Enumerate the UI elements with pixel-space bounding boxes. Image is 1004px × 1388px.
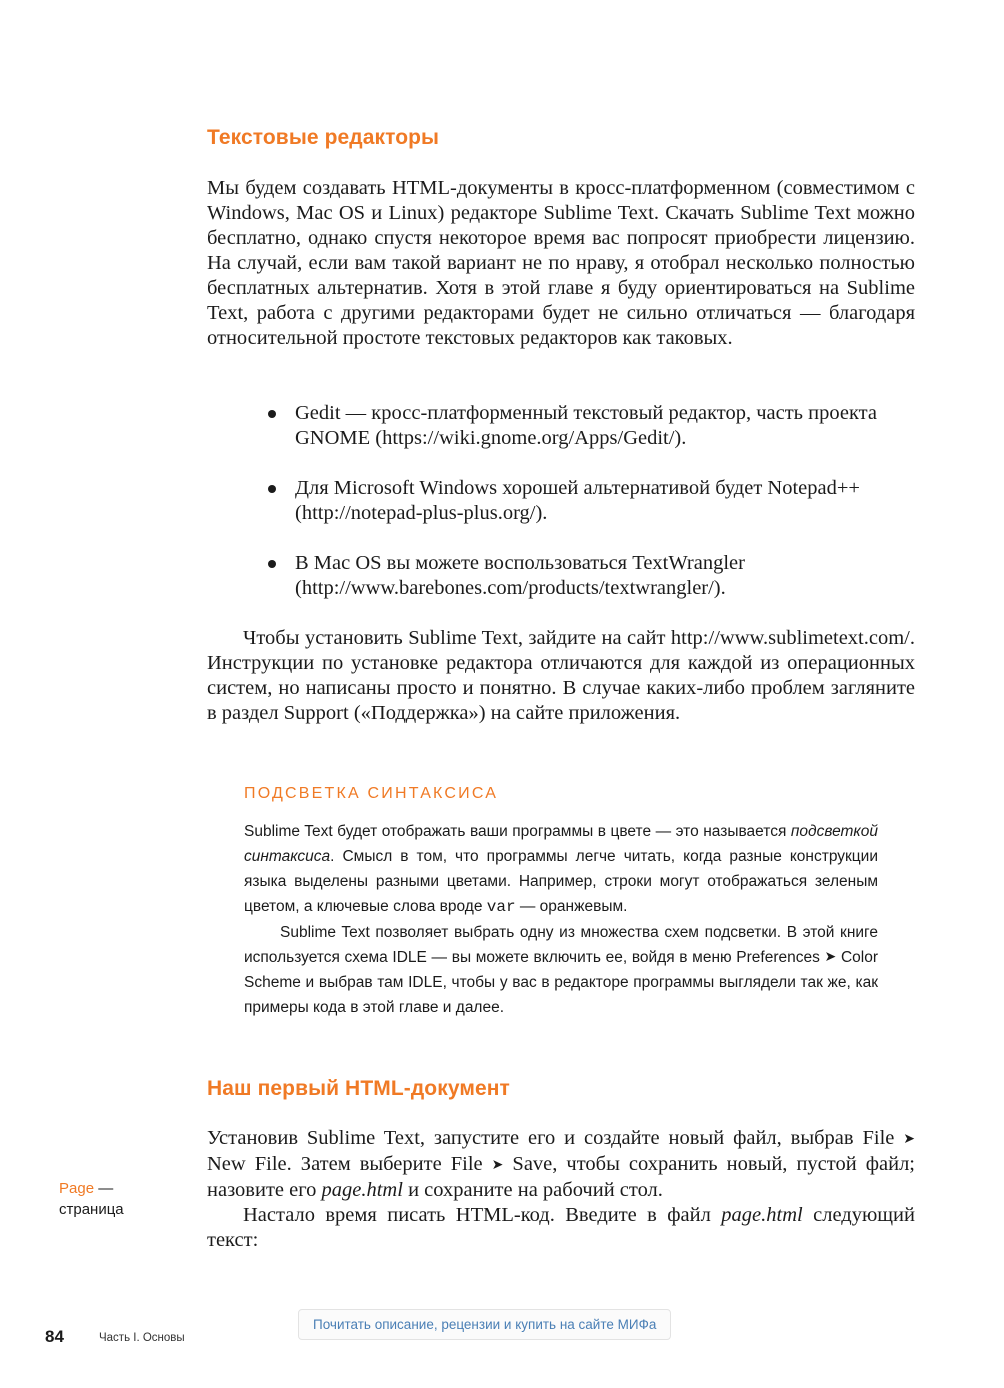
arrow-icon: ➤ (491, 1157, 504, 1173)
code-keyword-var: var (486, 898, 516, 916)
sidebar-text-span: . Смысл в том, что программы легче читать, когда разные конструкции языка выделены разными цветами. Например, строки могут отображаться зеленым цветом, а ключевые слова вроде (244, 848, 878, 915)
margin-note-term: Page (59, 1180, 95, 1197)
sidebar-paragraph-1 (244, 819, 878, 920)
body-text-span: Установив Sublime Text, запустите его и создайте новый файл, выбрав File (207, 1127, 904, 1149)
sidebar-text-span: Color Scheme и выбрав там IDLE, чтобы у вас в редакторе программы выглядели так же, как примеры кода в этой главе и далее. (244, 949, 878, 1016)
sidebar-body (244, 819, 878, 1020)
first-html-body (207, 1126, 915, 1253)
list-item-text: Gedit — кросс-платформенный текстовый редактор, часть проекта GNOME (https://wiki.gnome.org/Apps/Gedit/). (295, 402, 877, 449)
bullet-icon (268, 560, 276, 568)
margin-note-line-1 (59, 1178, 124, 1199)
install-paragraph-text: Чтобы установить Sublime Text, зайдите на сайт http://www.sublimetext.com/. Инструкции по установке редактора отличаются для каждой из операционных систем, но написаны просто и понятно. В случае каких-либо проблем загляните в раздел Support («Поддержка») на сайте приложения. (207, 627, 915, 724)
margin-note-dash: — (94, 1180, 114, 1197)
list-item (295, 476, 895, 526)
sidebar-text-span: — оранжевым. (515, 898, 628, 915)
margin-note (59, 1178, 124, 1220)
filename: page.html (321, 1179, 403, 1201)
bullet-icon (268, 485, 276, 493)
buy-on-myth-link[interactable]: Почитать описание, рецензии и купить на сайте МИФа (298, 1309, 671, 1340)
bullet-icon (268, 410, 276, 418)
install-paragraph (207, 626, 915, 726)
section-heading-text-editors: Текстовые редакторы (207, 126, 440, 149)
first-html-paragraph-1 (207, 1126, 915, 1203)
sidebar-paragraph-2 (244, 920, 878, 1020)
list-item-text: Для Microsoft Windows хорошей альтернативой будет Notepad++ (http://notepad-plus-plus.org/). (295, 477, 860, 524)
body-text-span: и сохраните на рабочий стол. (402, 1179, 663, 1201)
first-html-paragraph-2 (207, 1203, 915, 1253)
body-text-span: Настало время писать HTML-код. Введите в файл (243, 1204, 722, 1226)
section-heading-first-html: Наш первый HTML-документ (207, 1077, 510, 1100)
intro-paragraph (207, 176, 915, 351)
page-number: 84 (45, 1327, 64, 1346)
list-item (295, 551, 895, 601)
filename: page.html (721, 1204, 803, 1226)
sidebar-text-span: Sublime Text позволяет выбрать одну из множества схем подсветки. В этой книге используется схема IDLE — вы можете включить ее, войдя в меню Preferences (244, 924, 878, 966)
list-item (295, 401, 895, 451)
sidebar-text-span: Sublime Text будет отображать ваши программы в цвете — это называется (244, 823, 791, 840)
editor-alternatives-list (295, 401, 895, 601)
body-text-span: Save, чтобы сохранить новый, пустой файл; назовите его (207, 1153, 915, 1201)
sidebar-title: ПОДСВЕТКА СИНТАКСИСА (244, 785, 499, 802)
body-text-span: New File. Затем выберите File (207, 1153, 492, 1175)
arrow-icon: ➤ (824, 949, 837, 965)
footer-part-title: Часть I. Основы (99, 1332, 185, 1344)
arrow-icon: ➤ (903, 1131, 915, 1147)
margin-note-translation: страница (59, 1201, 124, 1218)
list-item-text: В Mac OS вы можете воспользоваться TextWrangler (http://www.barebones.com/products/textwrangler/). (295, 552, 745, 599)
intro-paragraph-text: Мы будем создавать HTML-документы в кросс-платформенном (совместимом с Windows, Mac OS и Linux) редакторе Sublime Text. Скачать Sublime Text можно бесплатно, однако спустя некоторое время вас попросят приобрести лицензию. На случай, если вам такой вариант не по нраву, я отобрал несколько полностью бесплатных альтернатив. Хотя в этой главе я буду ориентироваться на Sublime Text, работа с другими редакторами будет не сильно отличаться — благодаря относительной простоте текстовых редакторов как таковых. (207, 177, 915, 349)
term-syntax-highlighting: подсветкой синтаксиса (244, 823, 878, 865)
body-text-span: следующий текст: (207, 1204, 915, 1251)
